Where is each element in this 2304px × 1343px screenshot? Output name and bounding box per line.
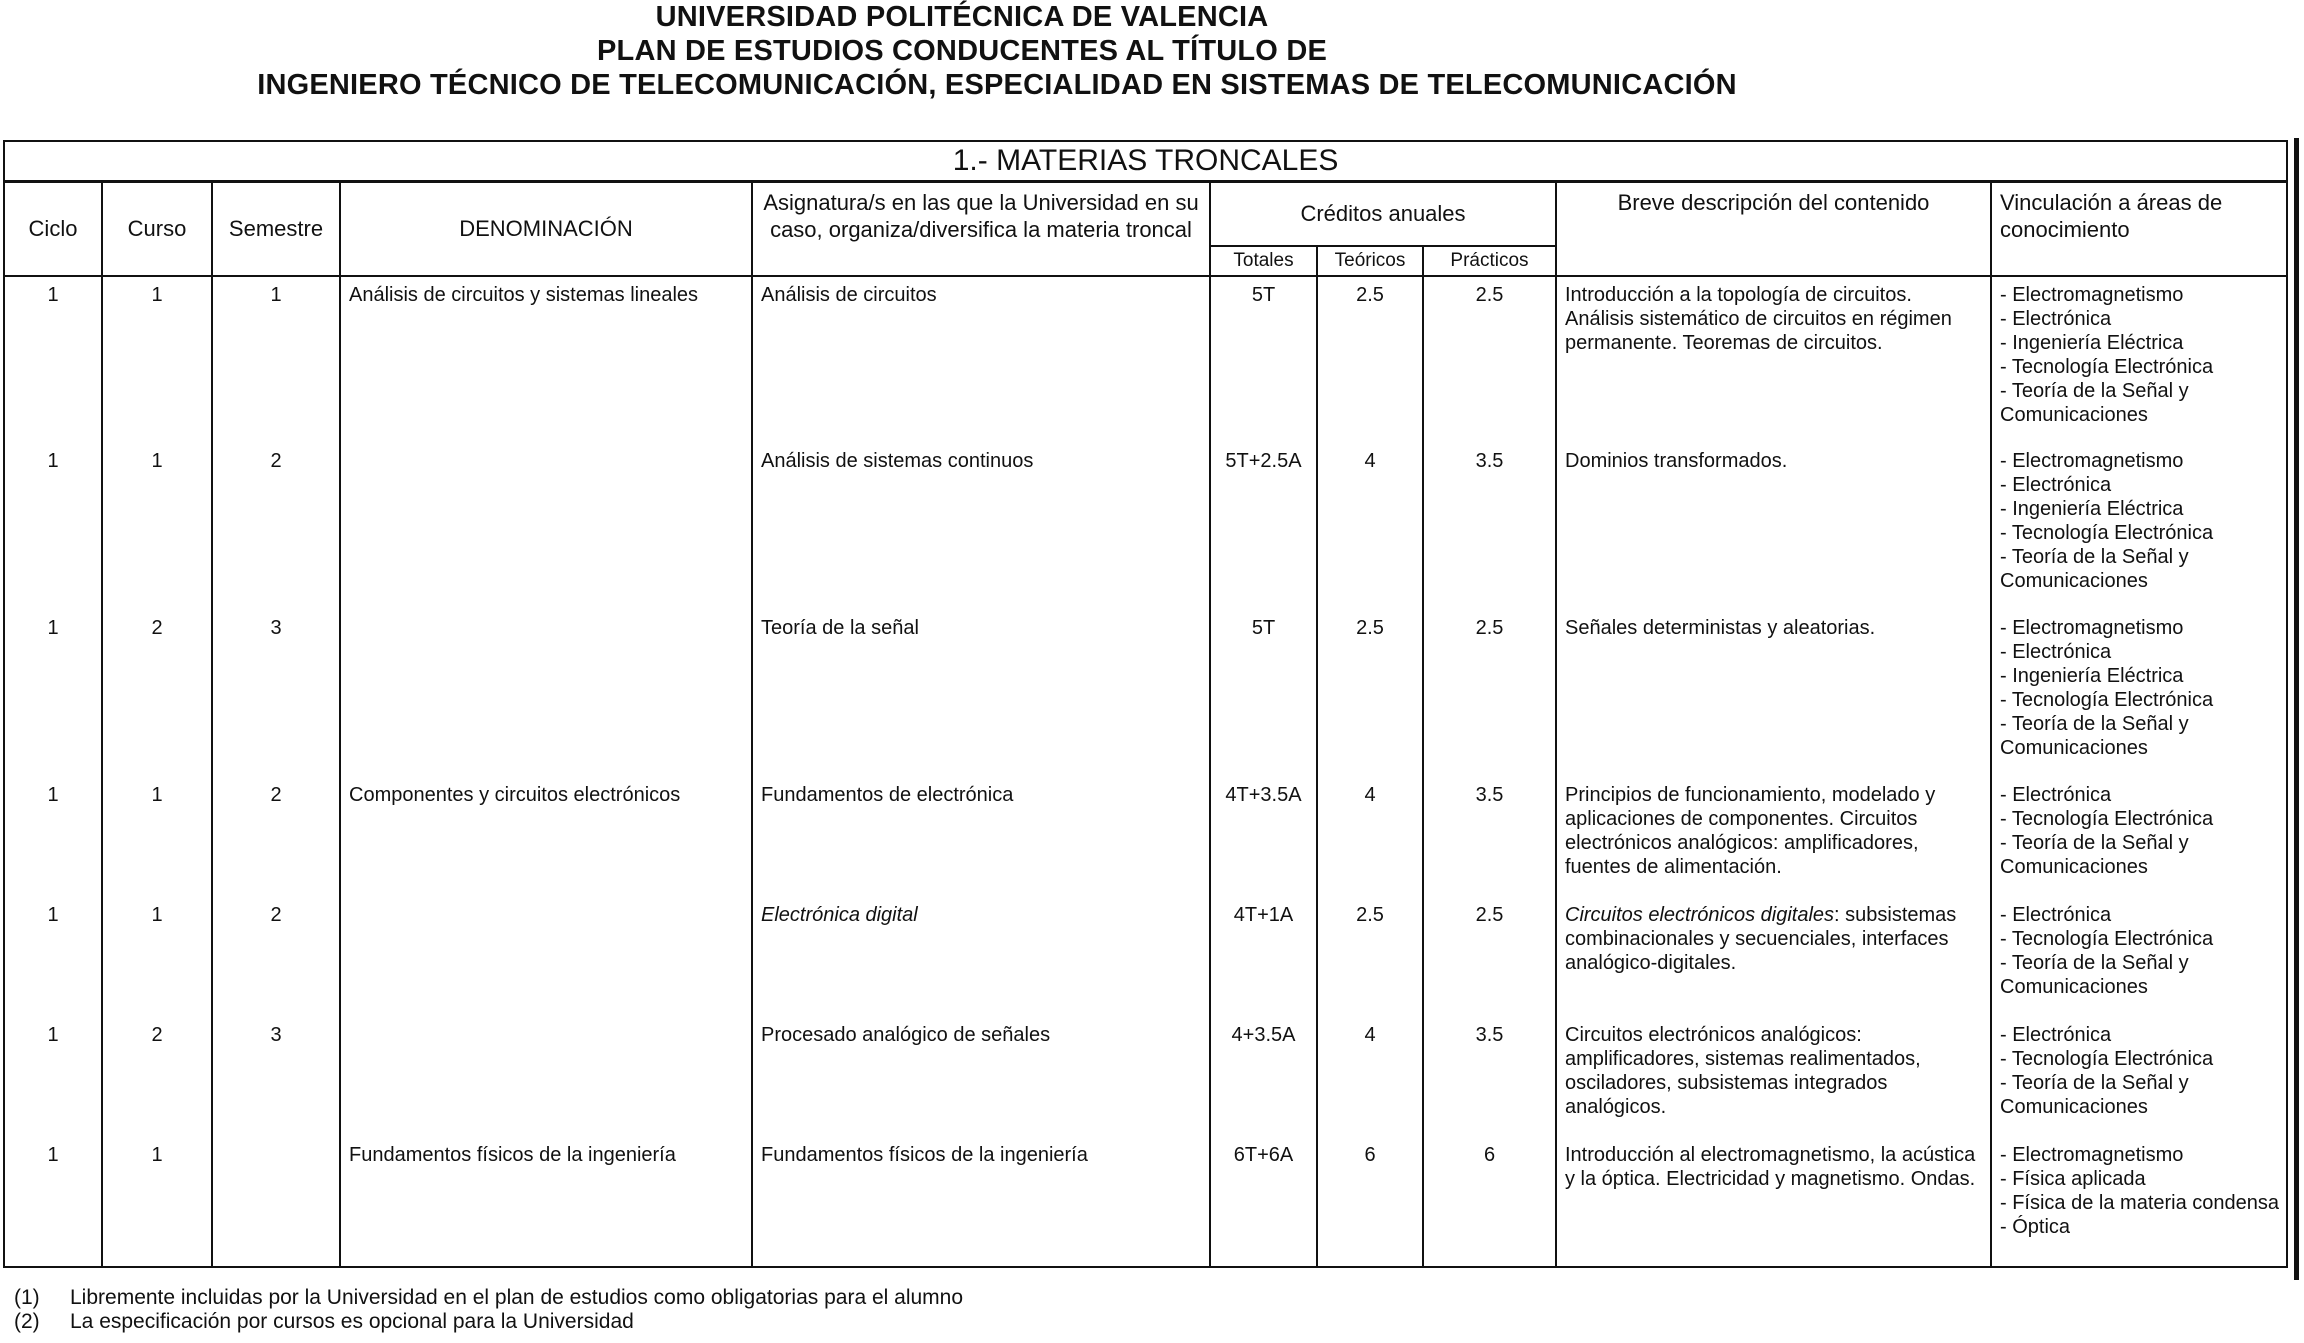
area-item: - Óptica — [2000, 1216, 2071, 1238]
description-rest: : subsistemas combinacionales y secuenciales, interfaces analógico-digitales. — [1565, 904, 1957, 974]
cell-totales: 6T+6A — [1210, 1137, 1317, 1267]
area-item: - Tecnología Electrónica — [2000, 356, 2214, 378]
cell-curso: 2 — [102, 610, 212, 777]
footnotes — [14, 1286, 963, 1334]
cell-teoricos: 2.5 — [1317, 897, 1423, 1017]
footnote — [14, 1310, 963, 1334]
cell-asignatura: Análisis de circuitos — [752, 276, 1210, 443]
cell-curso: 2 — [102, 1017, 212, 1137]
cell-totales: 4T+3.5A — [1210, 777, 1317, 897]
area-item: - Teoría de la Señal y — [2000, 1072, 2189, 1094]
header-teoricos: Teóricos — [1317, 246, 1423, 276]
table-row — [4, 276, 2287, 443]
table-row — [4, 610, 2287, 777]
cell-teoricos: 4 — [1317, 777, 1423, 897]
cell-totales: 5T — [1210, 276, 1317, 443]
area-item: - Tecnología Electrónica — [2000, 689, 2214, 711]
cell-semestre: 2 — [212, 443, 340, 610]
cell-denominacion — [340, 443, 752, 610]
cell-descripcion: Introducción a la topología de circuitos. Análisis sistemático de circuitos en régimen permanente. Teoremas de circuitos. — [1556, 276, 1991, 443]
cell-practicos: 6 — [1423, 1137, 1556, 1267]
cell-ciclo: 1 — [4, 1137, 102, 1267]
cell-denominacion: Componentes y circuitos electrónicos — [340, 777, 752, 897]
cell-areas — [1991, 1017, 2287, 1137]
cell-teoricos: 4 — [1317, 443, 1423, 610]
cell-practicos: 3.5 — [1423, 777, 1556, 897]
header-semestre: Semestre — [212, 182, 340, 277]
table-row — [4, 443, 2287, 610]
area-item: Comunicaciones — [2000, 856, 2148, 878]
area-item: - Ingeniería Eléctrica — [2000, 665, 2184, 687]
area-item: Comunicaciones — [2000, 976, 2148, 998]
area-item: - Teoría de la Señal y — [2000, 832, 2189, 854]
area-item: - Tecnología Electrónica — [2000, 522, 2214, 544]
cell-descripcion — [1556, 897, 1991, 1017]
cell-curso: 1 — [102, 1137, 212, 1267]
table-row — [4, 1017, 2287, 1137]
area-item: - Teoría de la Señal y — [2000, 952, 2189, 974]
cell-ciclo: 1 — [4, 777, 102, 897]
area-item: - Electrónica — [2000, 641, 2112, 663]
cell-areas — [1991, 1137, 2287, 1267]
cell-teoricos: 6 — [1317, 1137, 1423, 1267]
plan-title: PLAN DE ESTUDIOS CONDUCENTES AL TÍTULO DE — [596, 35, 1327, 67]
table-row — [4, 777, 2287, 897]
area-item: - Electromagnetismo — [2000, 617, 2184, 639]
area-item: - Teoría de la Señal y — [2000, 546, 2189, 568]
cell-areas — [1991, 443, 2287, 610]
cell-ciclo: 1 — [4, 1017, 102, 1137]
cell-curso: 1 — [102, 777, 212, 897]
cell-asignatura: Teoría de la señal — [752, 610, 1210, 777]
header-ciclo: Ciclo — [4, 182, 102, 277]
cell-descripcion: Principios de funcionamiento, modelado y aplicaciones de componentes. Circuitos electrónicos analógicos: amplificadores, fuentes de alimentación. — [1556, 777, 1991, 897]
cell-practicos: 3.5 — [1423, 443, 1556, 610]
header-denominacion: DENOMINACIÓN — [340, 182, 752, 277]
area-item: - Ingeniería Eléctrica — [2000, 332, 2184, 354]
cell-totales: 4T+1A — [1210, 897, 1317, 1017]
cell-teoricos: 4 — [1317, 1017, 1423, 1137]
area-item: - Teoría de la Señal y — [2000, 713, 2189, 735]
area-item: - Electrónica — [2000, 784, 2112, 806]
header-curso: Curso — [102, 182, 212, 277]
cell-asignatura: Análisis de sistemas continuos — [752, 443, 1210, 610]
section-title: 1.- MATERIAS TRONCALES — [4, 141, 2287, 182]
cell-teoricos: 2.5 — [1317, 276, 1423, 443]
cell-totales: 5T — [1210, 610, 1317, 777]
cell-totales: 5T+2.5A — [1210, 443, 1317, 610]
cell-areas — [1991, 777, 2287, 897]
area-item: Comunicaciones — [2000, 1096, 2148, 1118]
cell-curso: 1 — [102, 443, 212, 610]
cell-denominacion: Análisis de circuitos y sistemas lineales — [340, 276, 752, 443]
cell-teoricos: 2.5 — [1317, 610, 1423, 777]
cell-ciclo: 1 — [4, 276, 102, 443]
footnote-text: Libremente incluidas por la Universidad en el plan de estudios como obligatorias para el alumno — [70, 1286, 964, 1309]
cell-curso: 1 — [102, 897, 212, 1017]
header-practicos: Prácticos — [1423, 246, 1556, 276]
description-italic: Circuitos electrónicos digitales — [1565, 904, 1835, 926]
cell-ciclo: 1 — [4, 443, 102, 610]
cell-descripcion: Circuitos electrónicos analógicos: amplificadores, sistemas realimentados, osciladores, subsistemas integrados analógicos. — [1556, 1017, 1991, 1137]
document-header — [0, 0, 2304, 102]
right-border — [2294, 138, 2299, 1280]
cell-areas — [1991, 610, 2287, 777]
area-item: - Electromagnetismo — [2000, 1144, 2184, 1166]
cell-asignatura: Electrónica digital — [752, 897, 1210, 1017]
cell-totales: 4+3.5A — [1210, 1017, 1317, 1137]
area-item: Comunicaciones — [2000, 737, 2148, 759]
cell-asignatura: Fundamentos de electrónica — [752, 777, 1210, 897]
table-row — [4, 897, 2287, 1017]
area-item: - Física aplicada — [2000, 1168, 2146, 1190]
cell-denominacion — [340, 610, 752, 777]
area-item: Comunicaciones — [2000, 570, 2148, 592]
header-asignatura: Asignatura/s en las que la Universidad en su caso, organiza/diversifica la materia troncal — [752, 182, 1210, 277]
cell-areas — [1991, 897, 2287, 1017]
area-item: - Tecnología Electrónica — [2000, 808, 2214, 830]
cell-semestre: 2 — [212, 777, 340, 897]
area-item: - Electrónica — [2000, 904, 2112, 926]
area-item: - Electrónica — [2000, 474, 2112, 496]
cell-ciclo: 1 — [4, 897, 102, 1017]
cell-areas — [1991, 276, 2287, 443]
cell-practicos: 2.5 — [1423, 610, 1556, 777]
university-title: UNIVERSIDAD POLITÉCNICA DE VALENCIA — [655, 1, 1269, 33]
cell-practicos: 3.5 — [1423, 1017, 1556, 1137]
materias-table — [3, 140, 2288, 1268]
cell-curso: 1 — [102, 276, 212, 443]
header-totales: Totales — [1210, 246, 1317, 276]
footnote-number: (1) — [14, 1286, 40, 1309]
degree-title: INGENIERO TÉCNICO DE TELECOMUNICACIÓN, ESPECIALIDAD EN SISTEMAS DE TELECOMUNICACIÓN — [257, 69, 1737, 101]
cell-semestre: 3 — [212, 1017, 340, 1137]
area-item: - Teoría de la Señal y — [2000, 380, 2189, 402]
area-item: - Física de la materia condensa — [2000, 1192, 2280, 1214]
area-item: - Electromagnetismo — [2000, 284, 2184, 306]
cell-practicos: 2.5 — [1423, 897, 1556, 1017]
footnote-text: La especificación por cursos es opcional para la Universidad — [70, 1310, 634, 1333]
cell-descripcion: Introducción al electromagnetismo, la acústica y la óptica. Electricidad y magnetismo. Ondas. — [1556, 1137, 1991, 1267]
cell-semestre: 1 — [212, 276, 340, 443]
cell-practicos: 2.5 — [1423, 276, 1556, 443]
cell-ciclo: 1 — [4, 610, 102, 777]
footnote — [14, 1286, 963, 1310]
cell-denominacion — [340, 897, 752, 1017]
area-item: - Electrónica — [2000, 1024, 2112, 1046]
cell-semestre — [212, 1137, 340, 1267]
cell-asignatura: Fundamentos físicos de la ingeniería — [752, 1137, 1210, 1267]
area-item: Comunicaciones — [2000, 404, 2148, 426]
cell-denominacion — [340, 1017, 752, 1137]
table-row — [4, 1137, 2287, 1267]
area-item: - Tecnología Electrónica — [2000, 1048, 2214, 1070]
area-item: - Ingeniería Eléctrica — [2000, 498, 2184, 520]
area-item: - Tecnología Electrónica — [2000, 928, 2214, 950]
cell-descripcion: Dominios transformados. — [1556, 443, 1991, 610]
header-vinculacion: Vinculación a áreas de conocimiento — [1991, 182, 2287, 277]
cell-semestre: 2 — [212, 897, 340, 1017]
cell-asignatura: Procesado analógico de señales — [752, 1017, 1210, 1137]
cell-denominacion: Fundamentos físicos de la ingeniería — [340, 1137, 752, 1267]
header-creditos: Créditos anuales — [1210, 182, 1556, 247]
header-descripcion: Breve descripción del contenido — [1556, 182, 1991, 277]
area-item: - Electrónica — [2000, 308, 2112, 330]
area-item: - Electromagnetismo — [2000, 450, 2184, 472]
cell-semestre: 3 — [212, 610, 340, 777]
cell-descripcion: Señales deterministas y aleatorias. — [1556, 610, 1991, 777]
footnote-number: (2) — [14, 1310, 40, 1333]
